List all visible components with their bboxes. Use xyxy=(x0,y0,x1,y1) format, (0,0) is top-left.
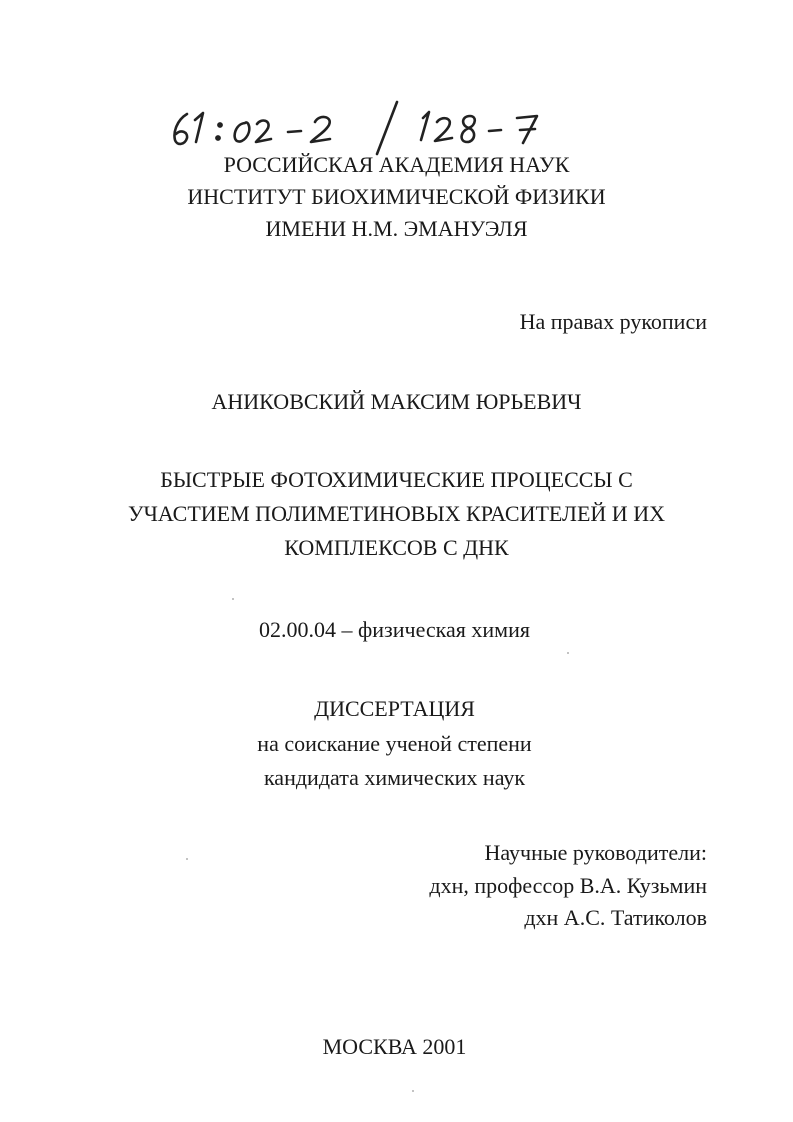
city-year: МОСКВА 2001 xyxy=(322,1034,467,1059)
institute-dedication: ИМЕНИ Н.М. ЭМАНУЭЛЯ xyxy=(265,216,528,241)
specialty-code: 02.00.04 – физическая химия xyxy=(259,617,530,642)
institute-name: ИНСТИТУТ БИОХИМИЧЕСКОЙ ФИЗИКИ xyxy=(187,184,606,209)
scan-speck xyxy=(567,652,569,654)
document-type-heading: ДИССЕРТАЦИЯ xyxy=(314,696,475,721)
handwritten-catalog-number xyxy=(165,98,565,158)
author-name: АНИКОВСКИЙ МАКСИМ ЮРЬЕВИЧ xyxy=(211,389,582,414)
supervisor-second: дхн А.С. Татиколов xyxy=(524,905,707,930)
thesis-title-line-2: УЧАСТИЕМ ПОЛИМЕТИНОВЫХ КРАСИТЕЛЕЙ И ИХ xyxy=(128,501,665,526)
scan-speck xyxy=(232,598,234,600)
thesis-title-line-3: КОМПЛЕКСОВ С ДНК xyxy=(284,535,509,560)
scan-speck xyxy=(412,1090,414,1092)
thesis-title-line-1: БЫСТРЫЕ ФОТОХИМИЧЕСКИЕ ПРОЦЕССЫ С xyxy=(160,467,633,492)
scan-speck xyxy=(186,858,188,860)
rights-note: На правах рукописи xyxy=(519,309,707,334)
degree-name: кандидата химических наук xyxy=(263,765,526,790)
supervisor-first: дхн, профессор В.А. Кузьмин xyxy=(429,873,707,898)
degree-purpose: на соискание ученой степени xyxy=(257,731,532,756)
supervisors-heading: Научные руководители: xyxy=(484,840,707,865)
academy-name: РОССИЙСКАЯ АКАДЕМИЯ НАУК xyxy=(223,152,570,177)
